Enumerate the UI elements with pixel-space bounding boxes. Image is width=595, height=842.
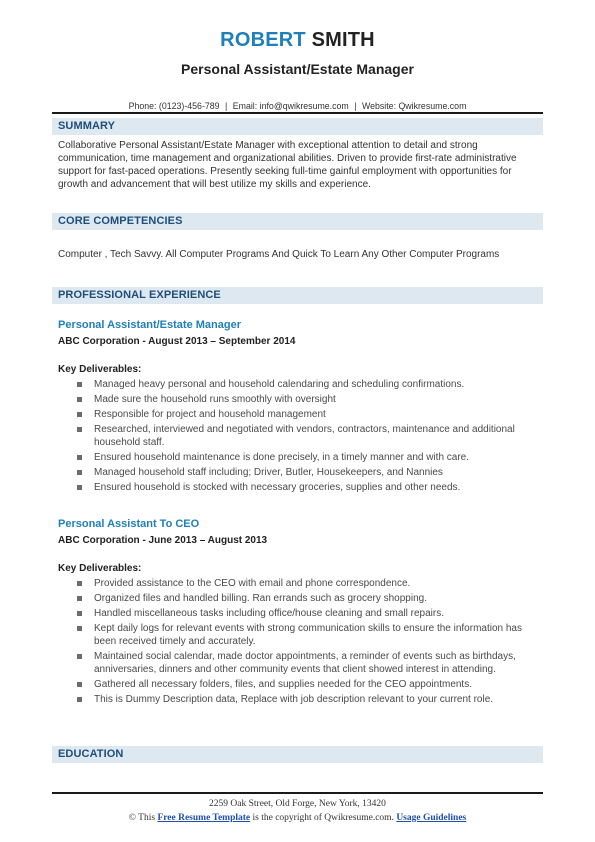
bullet-square-icon (77, 427, 82, 432)
bullet-square-icon (77, 470, 82, 475)
list-item: Gathered all necessary folders, files, and supplies needed for the CEO appointments. (77, 678, 537, 691)
contact-line (0, 101, 595, 111)
list-item: Researched, interviewed and negotiated with vendors, contractors, maintenance and additional household staff. (77, 423, 537, 449)
bullet-square-icon (77, 412, 82, 417)
list-item: Made sure the household runs smoothly with oversight (77, 393, 537, 406)
contact-phone: Phone: (0123)-456-789 (128, 101, 220, 111)
bullet-square-icon (77, 596, 82, 601)
list-item: Kept daily logs for relevant events with strong communication skills to ensure the information has been received timely and accurately. (77, 622, 537, 648)
contact-website[interactable]: Website: Qwikresume.com (361, 101, 467, 111)
footer-copyright (0, 813, 595, 823)
competencies-text: Computer , Tech Savvy. All Computer Programs And Quick To Learn Any Other Computer Programs (58, 249, 500, 260)
candidate-name (0, 29, 595, 52)
key-deliverables-label: Key Deliverables: (58, 563, 142, 574)
list-item: Organized files and handled billing. Ran errands such as grocery shopping. (77, 592, 537, 605)
section-competencies (52, 213, 543, 230)
bullet-square-icon (77, 397, 82, 402)
bullet-square-icon (77, 485, 82, 490)
last-name: SMITH (311, 29, 375, 51)
job-title: Personal Assistant/Estate Manager (58, 319, 241, 331)
section-summary (52, 118, 543, 135)
free-resume-template-link[interactable]: Free Resume Template (157, 813, 251, 823)
deliverables-list (77, 378, 537, 496)
list-item: Responsible for project and household management (77, 408, 537, 421)
section-experience (52, 287, 543, 304)
list-item: Ensured household maintenance is done precisely, in a timely manner and with care. (77, 451, 537, 464)
section-heading-experience: PROFESSIONAL EXPERIENCE (58, 289, 221, 301)
key-deliverables-label: Key Deliverables: (58, 364, 142, 375)
bullet-square-icon (77, 581, 82, 586)
header-divider (52, 112, 543, 114)
bullet-square-icon (77, 382, 82, 387)
bullet-square-icon (77, 455, 82, 460)
list-item: Maintained social calendar, made doctor appointments, a reminder of events such as birthdays, anniversaries, dinners and other community events that client showed interest in attending. (77, 650, 537, 676)
copyright-middle: is the copyright of Qwikresume.com. (252, 813, 394, 823)
list-item: Provided assistance to the CEO with email and phone correspondence. (77, 577, 537, 590)
bullet-square-icon (77, 611, 82, 616)
list-item: Ensured household is stocked with necessary groceries, supplies and other needs. (77, 481, 537, 494)
section-heading-competencies: CORE COMPETENCIES (58, 215, 183, 227)
section-education (52, 746, 543, 763)
list-item: This is Dummy Description data, Replace with job description relevant to your current role. (77, 693, 537, 706)
section-heading-summary: SUMMARY (58, 120, 116, 132)
contact-separator: | (225, 101, 228, 111)
bullet-square-icon (77, 654, 82, 659)
section-heading-education: EDUCATION (58, 748, 124, 760)
bullet-square-icon (77, 697, 82, 702)
contact-separator: | (354, 101, 357, 111)
contact-email[interactable]: Email: info@qwikresume.com (232, 101, 349, 111)
summary-text: Collaborative Personal Assistant/Estate Manager with exceptional attention to detail and strong communication, time management and organizational abilities. Driven to provide first-rate administrative support for fast-paced operations. Presently seeking full-time gainful employment with opportunities for growth and advancement that will best utilize my skills and experience. (58, 140, 517, 190)
list-item: Managed heavy personal and household calendaring and scheduling confirmations. (77, 378, 537, 391)
footer-address: 2259 Oak Street, Old Forge, New York, 13420 (209, 799, 386, 809)
first-name: ROBERT (220, 29, 306, 51)
bullet-square-icon (77, 682, 82, 687)
usage-guidelines-link[interactable]: Usage Guidelines (396, 813, 467, 823)
footer-divider (52, 792, 543, 794)
deliverables-list (77, 577, 537, 708)
candidate-title: Personal Assistant/Estate Manager (181, 61, 414, 77)
copyright-prefix: © This (128, 813, 156, 823)
job-company-dates: ABC Corporation - August 2013 – September 2014 (58, 336, 296, 347)
job-company-dates: ABC Corporation - June 2013 – August 2013 (58, 535, 268, 546)
list-item: Managed household staff including; Driver, Butler, Housekeepers, and Nannies (77, 466, 537, 479)
list-item: Handled miscellaneous tasks including office/house cleaning and small repairs. (77, 607, 537, 620)
bullet-square-icon (77, 626, 82, 631)
job-title: Personal Assistant To CEO (58, 518, 200, 530)
